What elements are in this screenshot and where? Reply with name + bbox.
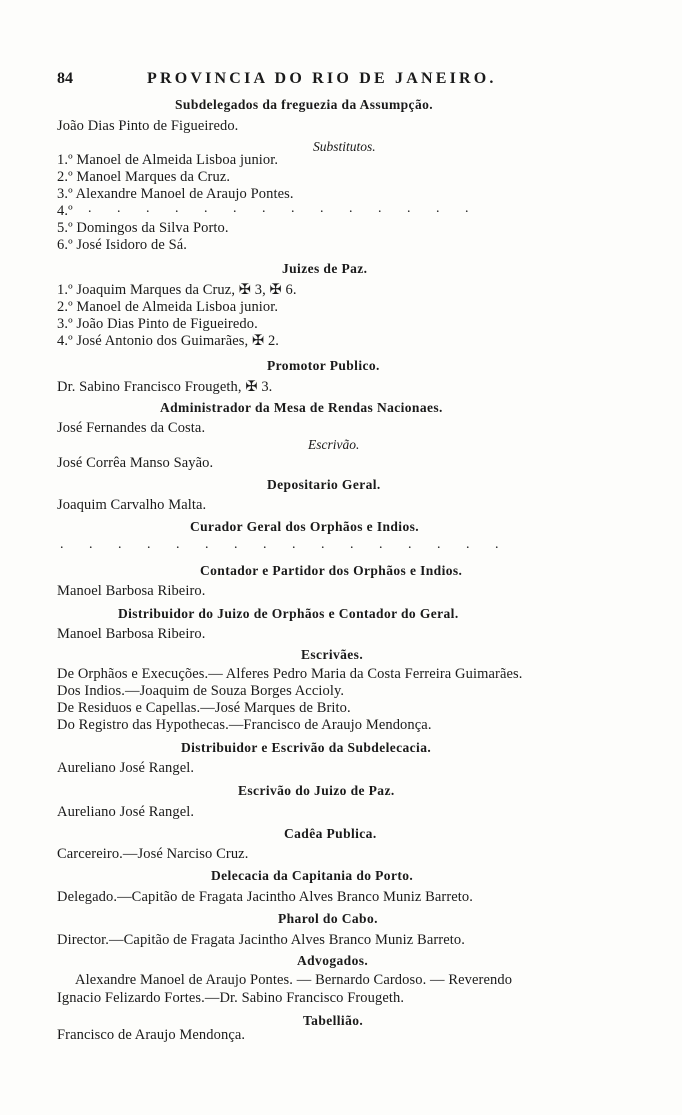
heading-escrivao-juizo: Escrivão do Juizo de Paz.	[238, 783, 395, 798]
curador-dots: . . . . . . . . . . . . . . . .	[60, 537, 510, 552]
administrador-name: José Fernandes da Costa.	[57, 420, 206, 436]
promotor-name: Dr. Sabino Francisco Frougeth, ✠ 3.	[57, 379, 273, 395]
heading-escrivao: Escrivão.	[308, 437, 360, 452]
substituto-1: 1.º Manoel de Almeida Lisboa junior.	[57, 152, 279, 168]
heading-distribuidor: Distribuidor do Juizo de Orphãos e Contador do Geral.	[118, 606, 459, 621]
heading-juizes: Juizes de Paz.	[282, 261, 368, 276]
heading-promotor: Promotor Publico.	[267, 358, 380, 373]
escrivao-name: José Corrêa Manso Sayão.	[57, 455, 214, 471]
heading-contador: Contador e Partidor dos Orphãos e Indios.	[200, 563, 463, 578]
cadea-line: Carcereiro.—José Narciso Cruz.	[57, 846, 249, 862]
advogados-line-1: Alexandre Manoel de Araujo Pontes. — Bernardo Cardoso. — Reverendo	[75, 972, 513, 988]
capitania-line: Delegado.—Capitão de Fragata Jacintho Alves Branco Muniz Barreto.	[57, 889, 474, 905]
heading-pharol: Pharol do Cabo.	[278, 911, 378, 926]
subdelegado-name: João Dias Pinto de Figueiredo.	[57, 118, 239, 134]
distrib-subdel-name: Aureliano José Rangel.	[57, 760, 195, 776]
heading-subdelegados: Subdelegados da freguezia da Assumpção.	[175, 97, 434, 112]
heading-administrador: Administrador da Mesa de Rendas Nacionaes.	[160, 400, 443, 415]
substituto-3: 3.º Alexandre Manoel de Araujo Pontes.	[57, 186, 294, 202]
juiz-4: 4.º José Antonio dos Guimarães, ✠ 2.	[57, 333, 280, 349]
escrivao-registro: Do Registro das Hypothecas.—Francisco de Araujo Mendonça.	[57, 717, 432, 733]
heading-distrib-subdel: Distribuidor e Escrivão da Subdelecacia.	[181, 740, 432, 755]
heading-cadea: Cadêa Publica.	[284, 826, 377, 841]
tabelliao-name: Francisco de Araujo Mendonça.	[57, 1027, 246, 1043]
escrivao-residuos: De Residuos e Capellas.—José Marques de Brito.	[57, 700, 351, 716]
substituto-2: 2.º Manoel Marques da Cruz.	[57, 169, 231, 185]
substituto-4: 4.º	[57, 203, 73, 219]
distribuidor-name: Manoel Barbosa Ribeiro.	[57, 626, 206, 642]
heading-curador: Curador Geral dos Orphãos e Indios.	[190, 519, 420, 534]
escrivao-juizo-name: Aureliano José Rangel.	[57, 804, 195, 820]
contador-name: Manoel Barbosa Ribeiro.	[57, 583, 206, 599]
heading-tabelliao: Tabellião.	[303, 1013, 364, 1028]
running-title: PROVINCIA DO RIO DE JANEIRO.	[147, 70, 497, 87]
escrivao-indios: Dos Indios.—Joaquim de Souza Borges Accioly.	[57, 683, 345, 699]
substituto-5: 5.º Domingos da Silva Porto.	[57, 220, 229, 236]
juiz-2: 2.º Manoel de Almeida Lisboa junior.	[57, 299, 279, 315]
depositario-name: Joaquim Carvalho Malta.	[57, 497, 207, 513]
juiz-1: 1.º Joaquim Marques da Cruz, ✠ 3, ✠ 6.	[57, 282, 297, 298]
pharol-line: Director.—Capitão de Fragata Jacintho Alves Branco Muniz Barreto.	[57, 932, 465, 948]
heading-advogados: Advogados.	[297, 953, 369, 968]
juiz-3: 3.º João Dias Pinto de Figueiredo.	[57, 316, 258, 332]
heading-depositario: Depositario Geral.	[267, 477, 381, 492]
advogados-line-2: Ignacio Felizardo Fortes.—Dr. Sabino Francisco Frougeth.	[57, 990, 405, 1006]
heading-capitania: Delecacia da Capitania do Porto.	[211, 868, 414, 883]
substituto-4-dots: . . . . . . . . . . . . . .	[88, 201, 480, 216]
substituto-6: 6.º José Isidoro de Sá.	[57, 237, 188, 253]
page-number: 84	[57, 70, 73, 87]
escrivao-orphaos: De Orphãos e Execuções.— Alferes Pedro Maria da Costa Ferreira Guimarães.	[57, 666, 523, 682]
heading-substitutos: Substitutos.	[313, 139, 376, 154]
heading-escrivaes: Escrivães.	[301, 647, 364, 662]
